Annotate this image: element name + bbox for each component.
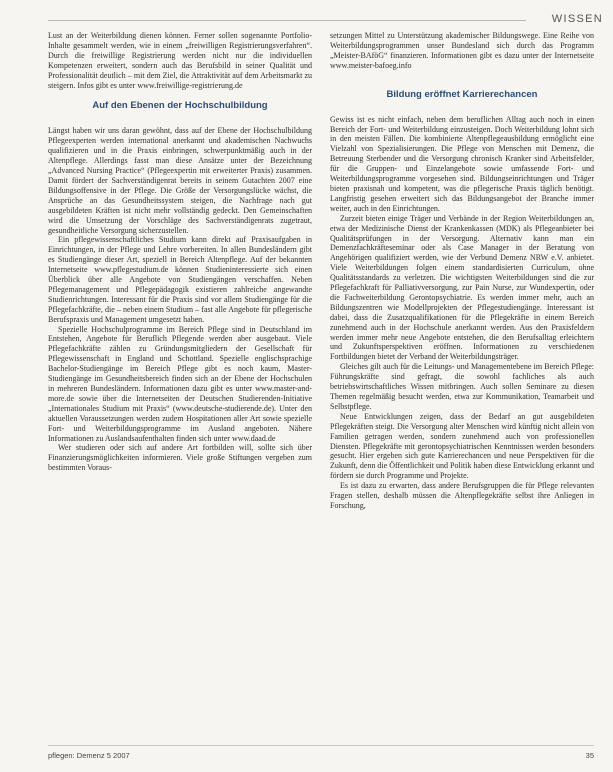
left-column [48, 31, 312, 741]
paragraph: Zurzeit bieten einige Träger und Verbände in der Region Weiterbildungen an, etwa der Medizinische Dienst der Krankenkassen (MDK) als Pflegeanbieter bei Qualitätsprüfungen in der Versorgung. Alternativ kann man ein Demenzfachkräfteseminar oder als Case Manager in der Beratung von Angehörigen qualifiziert werden, wie der Verbund Demenz NRW e.V. anbietet. Viele Weiterbildungen folgen einem standardisierten Curriculum, ohne Qualitätsstandards zu verletzen. Die wichtigsten Weiterbildungen sind die zur Pflegefachkraft für Palliativversorgung, zur Pain Nurse, zur Wundexpertin, oder die Fachweiterbildung Gerontopsychiatrie. Es werden immer mehr, auch an Bildungszentren wie Modellprojekten der Pflegestudiengänge. Interessant ist dabei, dass die Zusatzqualifikationen für die Pflegekräfte in einem Bereich zunehmend auch in der Hochschule anerkannt werden. Aus den Praxisfeldern werden immer mehr neue Angebote entstehen, die den Berufsalltag erleichtern und Zukunftsperspektiven eröffnen. Informationen zu verschiedenen Fortbildungen bietet der Verband der Weiterbildungsträger. [330, 213, 594, 362]
journal-name: pflegen: Demenz 5 2007 [48, 751, 130, 760]
paragraph: Neue Entwicklungen zeigen, dass der Bedarf an gut ausgebildeten Pflegekräften steigt. Die Versorgung alter Menschen wird künftig nicht allein von Familien getragen werden, sondern zunehmend auch von professionellen Diensten. Pflegekräfte mit gerontopsychiatrischen Kenntnissen werden besonders gesucht. Hier ergeben sich gute Karrierechancen und neue Perspektiven für die Zukunft, denn die Öffentlichkeit und Politik haben diese Entwicklung erkannt und fördern sie durch Programme und Projekte. [330, 411, 594, 481]
paragraph: Längst haben wir uns daran gewöhnt, dass auf der Ebene der Hochschulbildung Pflegeexperten werden international anerkannt und akademischen Nachwuchs qualifizieren und in die Praxis einbringen, schwerpunktmäßig auch in der Altenpflege. Allerdings fasst man diese Ansätze unter der Bezeichnung „Advanced Nursing Practice“ (Pflegeexpertin mit erweiterter Praxis) zusammen. Damit fördert der Sachverständigenrat bereits in seinem Gutachten 2007 eine Bildungsoffensive in der Pflege. Die Größe der Versorgungslücke wächst, die Ansprüche an das Gesundheitssystem steigen, die Nachfrage nach gut ausgebildeten Kräften ist nicht mehr vollständig gedeckt. Den Gemeinschaften wird die Umsetzung der Vorschläge des Sachverständigenrats zugetraut, gesundheitliche Versorgung sicherzustellen. [48, 126, 312, 235]
paragraph: Wer studieren oder sich auf andere Art fortbilden will, sollte sich über Finanzierungsmöglichkeiten informieren. Viele große Stiftungen vergeben zum bestimmten Voraus- [48, 443, 312, 473]
page-number: 35 [585, 751, 594, 760]
paragraph: Gleiches gilt auch für die Leitungs- und Managementebene im Bereich Pflege: Führungskräfte sind gefragt, die sowohl fachliches als auch betriebswirtschaftliches Wissen mitbringen. Auch sollen Seminare zu diesen Themen regelmäßig besucht werden, etwa zur Kommunikation, Teamarbeit und Selbstpflege. [330, 362, 594, 411]
footer-rule [48, 745, 594, 746]
paragraph: Ein pflegewissenschaftliches Studium kann direkt auf Praxisaufgaben in Einrichtungen, in der Pflege und Lehre vorbereiten. In allen Bundesländern gibt es Studiengänge dieser Art, speziell in Bereich Altenpflege. Auf der bekannten Internetseite www.pflegestudium.de können Studieninteressierte sich einen Überblick über alle Angebote von Studiengängen verschaffen. Neben Pflegemanagement und Pflegepädagogik existieren zahlreiche angewandte Studienrichtungen. Interessant für die Praxis sind vor allem Studiengänge für die Pflegefachkräfte, die – neben einem Studium – fast alle Angebote für pflegerische Berufspraxis und Management umgesetzt haben. [48, 235, 312, 324]
paragraph: setzungen Mittel zu Unterstützung akademischer Bildungswege. Eine Reihe von Weiterbildungsprogrammen unser Bundesland sich durch das Programm „Meister-BAföG“ finanzieren. Informationen gibt es dazu unter der Internetseite www.meister-bafoeg.info [330, 31, 594, 70]
section-heading: Bildung eröffnet Karrierechancen [386, 88, 538, 100]
paragraph: Lust an der Weiterbildung dienen können. Ferner sollen sogenannte Portfolio-Inhalte gesammelt werden, wie in einem „freiwilligen Registrierungsverfahren“. Durch die freiwillige Registrierung werden nicht nur die individuellen Kompetenzen erweitert, sondern auch das Berufsbild in seiner Qualität und Professionalität deutlich – mit dem Ziel, die Attraktivität auf dem Arbeitsmarkt zu steigern. Infos gibt es unter www.freiwillige-registrierung.de [48, 31, 312, 90]
paragraph: Spezielle Hochschulprogramme im Bereich Pflege sind in Deutschland im Entstehen, Angebote für Beruflich Pflegende werden aber ausgebaut. Viele Pflegefachkräfte zählen zu Gründungsmitgliedern der Gesellschaft für Pflegewissenschaft in England und Schottland. Spezielle englischsprachige Bachelor-Studiengänge im Bereich Pflege gibt es noch kaum, Master-Studiengänge im Gesundheitsbereich finden sich an der Ebene der Hochschulen in mehreren Bundesländern. Informationen dazu gibt es unter www.master-and-more.de sowie über die Internetseiten der Deutschen Studierenden-Initiative „Internationales Studium mit Praxis“ (www.deutsche-studierende.de). Unter den aktuellen Voraussetzungen werden zudem Hospitationen aller Art sowie spezielle Fort- und Weiterbildungsprogramme im Ausland angeboten. Nähere Informationen zu Auslandsaufenthalten finden sich unter www.daad.de [48, 324, 312, 443]
section-label: WISSEN [551, 13, 603, 25]
article-body [48, 31, 594, 741]
paragraph: Gewiss ist es nicht einfach, neben dem beruflichen Alltag auch noch in einen Bereich der Fort- und Weiterbildung einzusteigen. Doch Weiterbildung lohnt sich in den meisten Fällen. Die kombinierte Altenpflegeausbildung ermöglicht eine Vielzahl von Spezialisierungen. Die Pflege von Menschen mit Demenz, die Betreuung Sterbender und die Versorgung chronisch Kranker sind Arbeitsfelder, für die Gruppen- und Einzelangebote sowie umfassende Fort- und Weiterbildungsprogramme vorgesehen sind. Bildungseinrichtungen und Träger bieten praxisnah und kompetent, was die pflegerische Praxis täglich benötigt. Langfristig gesehen erweitert sich das Bildungsangebot der Branche immer weiter, auch in den Einrichtungen. [330, 114, 594, 213]
right-column [330, 31, 594, 741]
header-rule [48, 20, 526, 21]
section-heading: Auf den Ebenen der Hochschulbildung [92, 100, 268, 112]
paragraph: Es ist dazu zu erwarten, dass andere Berufsgruppen die für Pflege relevanten Fragen stellen, deshalb müssen die Altenpflegekräfte selbst ihre Anliegen in Forschung, [330, 481, 594, 510]
